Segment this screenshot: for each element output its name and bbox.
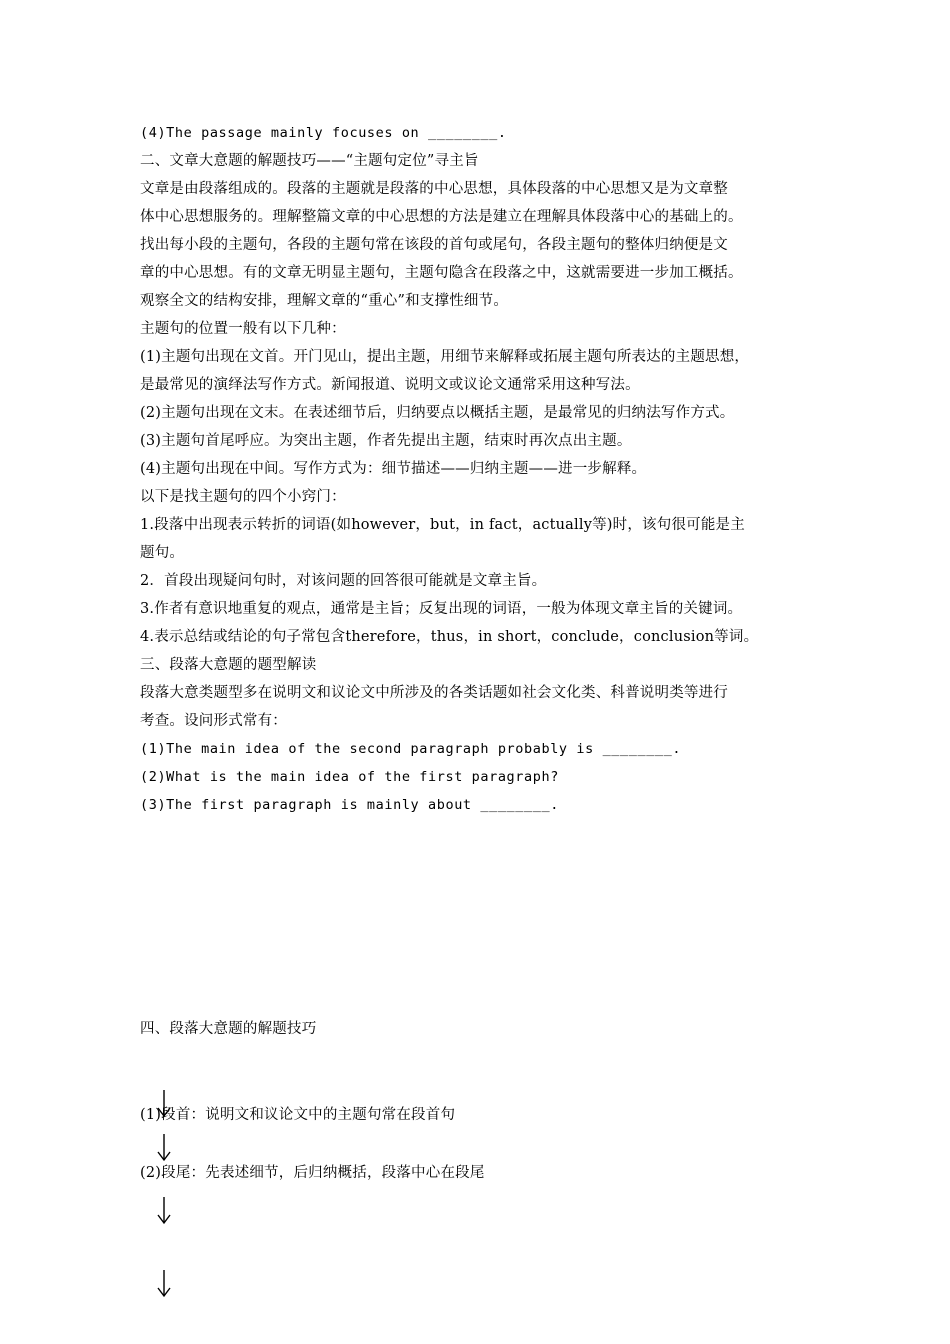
paragraph-line: 是最常见的演绎法写作方式。新闻报道、说明文或议论文通常采用这种写法。 (140, 377, 640, 393)
tip-item-2: (2)段尾：先表述细节，后归纳概括，段落中心在段尾 (140, 1165, 485, 1181)
paragraph-line: 题句。 (140, 545, 185, 561)
paragraph-line: (3)主题句首尾呼应。为突出主题，作者先提出主题，结束时再次点出主题。 (140, 433, 632, 449)
paragraph-line: (2)主题句出现在文末。在表述细节后，归纳要点以概括主题，是最常见的归纳法写作方式。 (140, 405, 735, 421)
paragraph-line: 找出每小段的主题句，各段的主题句常在该段的首句或尾句，各段主题句的整体归纳便是文 (140, 237, 728, 253)
paragraph-line: (1)主题句出现在文首。开门见山，提出主题，用细节来解释或拓展主题句所表达的主题思想， (140, 349, 750, 365)
down-arrow-icon (157, 1197, 171, 1225)
paragraph-line: 段落大意类题型多在说明文和议论文中所涉及的各类话题如社会文化类、科普说明类等进行 (140, 685, 728, 701)
question-4: (4)The passage mainly focuses on ________. (140, 125, 507, 141)
section-3-heading: 三、段落大意题的题型解读 (140, 657, 317, 673)
paragraph-line: 考查。设问形式常有： (140, 713, 287, 729)
paragraph-line: 体中心思想服务的。理解整篇文章的中心思想的方法是建立在理解具体段落中心的基础上的。 (140, 209, 743, 225)
paragraph-line: 以下是找主题句的四个小窍门： (140, 489, 346, 505)
paragraph-line: 文章是由段落组成的。段落的主题就是段落的中心思想，具体段落的中心思想又是为文章整 (140, 181, 728, 197)
paragraph-line: 1.段落中出现表示转折的词语(如however，but，in fact，actually等)时，该句很可能是主 (140, 517, 745, 533)
question-2: (2)What is the main idea of the first paragraph? (140, 769, 559, 785)
down-arrow-icon (157, 1134, 171, 1162)
paragraph-line: (4)主题句出现在中间。写作方式为：细节描述——归纳主题——进一步解释。 (140, 461, 647, 477)
paragraph-line: 章的中心思想。有的文章无明显主题句，主题句隐含在段落之中，这就需要进一步加工概括。 (140, 265, 743, 281)
down-arrow-icon (157, 1270, 171, 1298)
section-4-heading: 四、段落大意题的解题技巧 (140, 1021, 317, 1037)
paragraph-line: 主题句的位置一般有以下几种： (140, 321, 346, 337)
section-2-heading: 二、文章大意题的解题技巧——“主题句定位”寻主旨 (140, 153, 479, 169)
paragraph-line: 3.作者有意识地重复的观点，通常是主旨；反复出现的词语，一般为体现文章主旨的关键词。 (140, 601, 743, 617)
question-1: (1)The main idea of the second paragraph probably is ________. (140, 741, 682, 757)
down-arrow-icon (157, 1090, 171, 1118)
tip-item-1: (1)段首：说明文和议论文中的主题句常在段首句 (140, 1107, 456, 1123)
question-3: (3)The first paragraph is mainly about ________. (140, 797, 559, 813)
paragraph-line: 2．首段出现疑问句时，对该问题的回答很可能就是文章主旨。 (140, 573, 547, 589)
paragraph-line: 4.表示总结或结论的句子常包含therefore，thus，in short，conclude，conclusion等词。 (140, 629, 759, 645)
paragraph-line: 观察全文的结构安排，理解文章的“重心”和支撑性细节。 (140, 293, 509, 309)
